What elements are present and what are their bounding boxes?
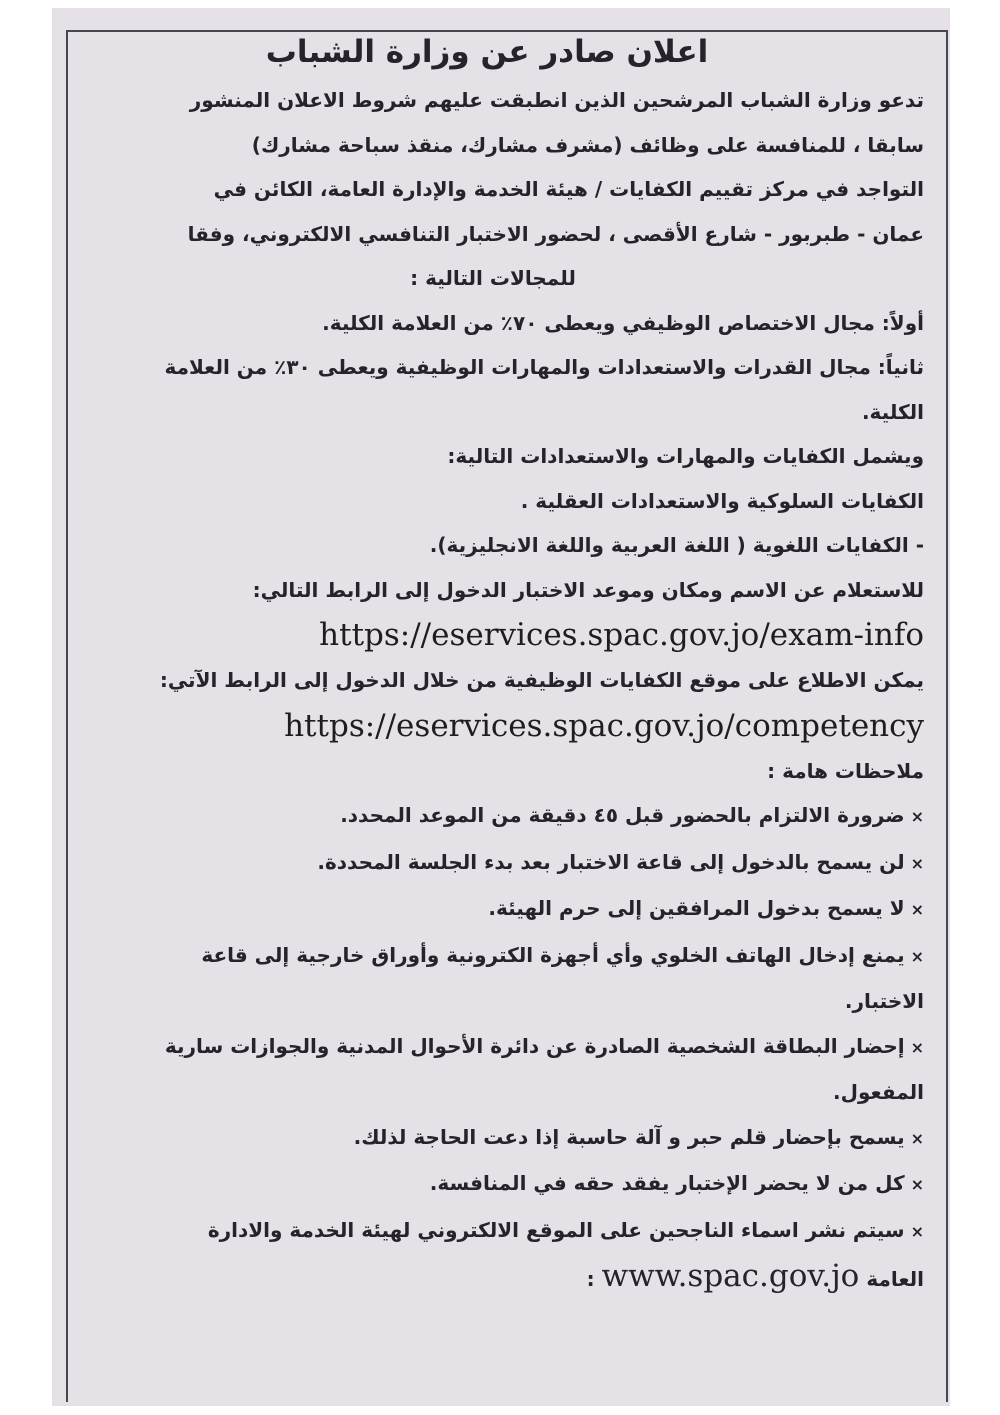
note-text: كل من لا يحضر الإختبار يفقد حقه في المنافسة. xyxy=(429,1171,905,1195)
note-item-8-cont xyxy=(62,1254,924,1302)
note-item-4 xyxy=(62,933,924,980)
bullet-x-icon: × xyxy=(910,853,924,873)
note-item-2 xyxy=(62,840,924,887)
note-8-prefix: العامة xyxy=(866,1267,924,1291)
bullet-x-icon: × xyxy=(910,1037,924,1057)
note-text: لن يسمح بالدخول إلى قاعة الاختبار بعد بدء الجلسة المحددة. xyxy=(317,849,905,874)
intro-line-3: التواجد في مركز تقييم الكفايات / هيئة الخدمة والإدارة العامة، الكائن في xyxy=(213,177,924,201)
exam-info-link[interactable]: https://eservices.spac.gov.jo/exam-info xyxy=(319,617,924,653)
intro-line-2: سابقا ، للمنافسة على وظائف (مشرف مشارك، منقذ سباحة مشارك) xyxy=(251,132,924,157)
intro-line-5: للمجالات التالية : xyxy=(410,266,576,290)
note-item-1 xyxy=(62,793,924,840)
intro-line-1: تدعو وزارة الشباب المرشحين الذين انطبقت عليهم شروط الاعلان المنشور xyxy=(189,88,924,112)
notes-heading: ملاحظات هامة : xyxy=(767,758,924,783)
note-item-7 xyxy=(62,1161,924,1208)
note-text: لا يسمح بدخول المرافقين إلى حرم الهيئة. xyxy=(488,896,905,920)
bullet-x-icon: × xyxy=(910,1175,924,1194)
newspaper-clipping xyxy=(52,8,950,1406)
bullet-x-icon: × xyxy=(910,946,924,966)
note-8-suffix: : xyxy=(586,1267,595,1291)
note-text: يمنع إدخال الهاتف الخلوي وأي أجهزة الكترونية وأوراق خارجية إلى قاعة xyxy=(201,942,905,967)
field-second-line-2: الكلية. xyxy=(861,399,924,424)
competency-item-2: - الكفايات اللغوية ( اللغة العربية واللغة الانجليزية). xyxy=(429,533,924,557)
note-text: سيتم نشر اسماء الناجحين على الموقع الالكتروني لهيئة الخدمة والادارة xyxy=(207,1217,905,1242)
announcement-title: اعلان صادر عن وزارة الشباب xyxy=(265,34,709,70)
bullet-x-icon: × xyxy=(910,807,924,826)
bullet-x-icon: × xyxy=(910,1221,924,1241)
bullet-x-icon: × xyxy=(910,900,924,919)
note-item-8 xyxy=(62,1208,924,1255)
note-item-5 xyxy=(62,1024,924,1071)
note-item-4-cont: الاختبار. xyxy=(844,989,924,1013)
bullet-x-icon: × xyxy=(910,1128,924,1148)
note-item-5-cont: المفعول. xyxy=(833,1080,924,1104)
note-item-6 xyxy=(62,1115,924,1162)
announcement-content xyxy=(62,26,924,1302)
intro-line-4: عمان - طبربور - شارع الأقصى ، لحضور الاختبار التنافسي الالكتروني، وفقا xyxy=(187,221,924,246)
field-first: أولاً: مجال الاختصاص الوظيفي ويعطى ٧٠٪ من العلامة الكلية. xyxy=(322,310,924,335)
note-text: ضرورة الالتزام بالحضور قبل ٤٥ دقيقة من الموعد المحدد. xyxy=(340,803,905,827)
spac-website-link[interactable]: www.spac.gov.jo xyxy=(601,1258,860,1294)
note-item-3 xyxy=(62,886,924,933)
note-text: إحضار البطاقة الشخصية الصادرة عن دائرة الأحوال المدنية والجوازات سارية xyxy=(164,1033,905,1058)
exam-info-text: للاستعلام عن الاسم ومكان وموعد الاختبار الدخول إلى الرابط التالي: xyxy=(252,577,924,602)
competency-link-text: يمكن الاطلاع على موقع الكفايات الوظيفية من خلال الدخول إلى الرابط الآتي: xyxy=(159,668,924,692)
competencies-heading: ويشمل الكفايات والمهارات والاستعدادات التالية: xyxy=(447,444,924,468)
note-text: يسمح بإحضار قلم حبر و آلة حاسبة إذا دعت الحاجة لذلك. xyxy=(353,1124,905,1149)
competency-item-1: الكفايات السلوكية والاستعدادات العقلية . xyxy=(520,488,924,513)
competency-link[interactable]: https://eservices.spac.gov.jo/competency xyxy=(284,707,924,744)
field-second-line-1: ثانياً: مجال القدرات والاستعدادات والمهارات الوظيفية ويعطى ٣٠٪ من العلامة xyxy=(164,355,924,379)
